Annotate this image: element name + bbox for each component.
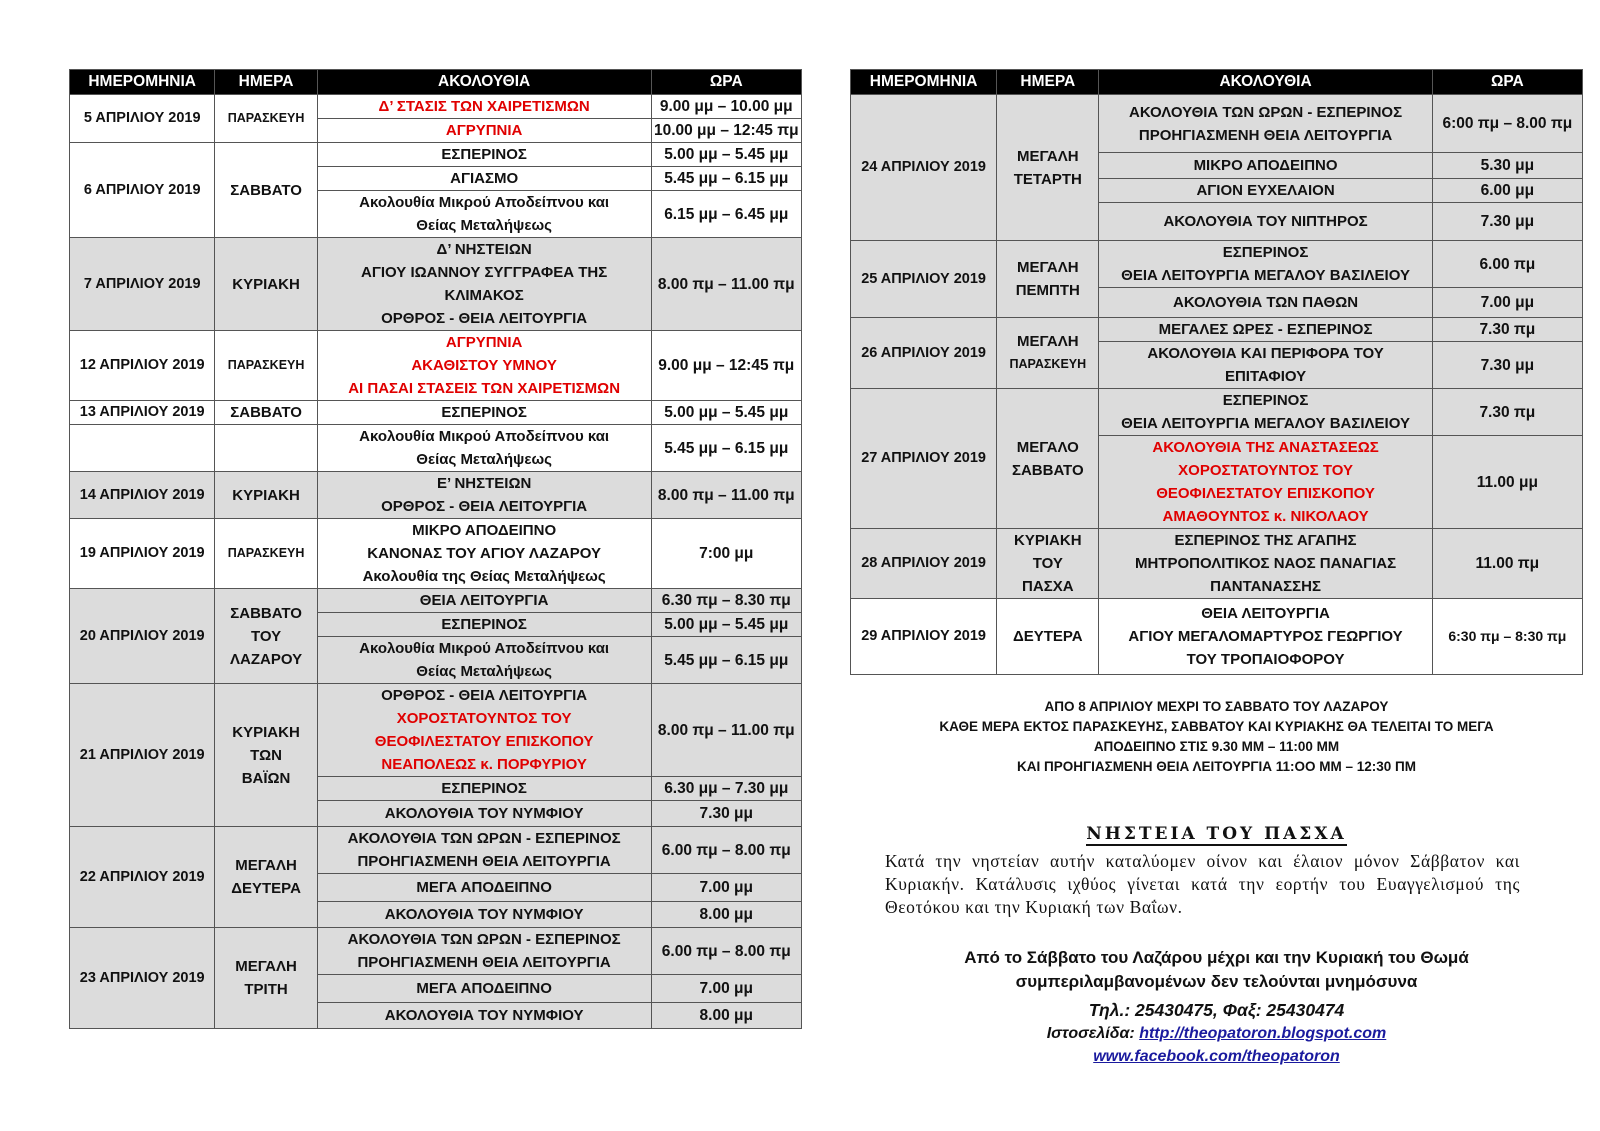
date-cell: 22 ΑΠΡΙΛΙΟΥ 2019	[70, 827, 215, 928]
day-cell	[997, 389, 1099, 529]
service-cell	[317, 1003, 651, 1029]
day-group	[70, 238, 802, 331]
day-line: ΠΑΡΑΣΚΕΥΗ	[1009, 357, 1087, 371]
day-line: ΤΟΥ	[1032, 555, 1063, 572]
service-cell	[1099, 288, 1432, 318]
service-cell	[317, 637, 651, 684]
date-cell: 13 ΑΠΡΙΛΙΟΥ 2019	[70, 401, 215, 425]
service-line: ΠΡΟΗΓΙΑΣΜΕΝΗ ΘΕΙΑ ΛΕΙΤΟΥΡΓΙΑ	[1138, 126, 1393, 144]
day-line: ΠΑΣΧΑ	[1022, 578, 1074, 595]
time-cell: 8.00 πμ – 11.00 πμ	[651, 238, 802, 331]
time-cell: 6.00 πμ – 8.00 πμ	[651, 827, 802, 874]
service-line: ΕΣΠΕΡΙΝΟΣ	[1222, 244, 1309, 261]
day-cell	[215, 238, 317, 331]
table-row	[70, 143, 802, 167]
service-line: ΠΡΟΗΓΙΑΣΜΕΝΗ ΘΕΙΑ ΛΕΙΤΟΥΡΓΙΑ	[357, 853, 611, 870]
service-line: ΑΓΡΥΠΝΙΑ	[445, 334, 523, 351]
table-row	[70, 238, 802, 331]
day-group	[851, 389, 1583, 529]
day-group	[70, 589, 802, 684]
service-line: Ε’ ΝΗΣΤΕΙΩΝ	[436, 475, 532, 492]
notice-line: ΑΠΟΔΕΙΠΝΟ ΣΤΙΣ 9.30 ΜΜ – 11:00 ΜΜ	[1093, 739, 1340, 754]
service-line: ΑΓΙΟΥ ΙΩΑΝΝΟΥ ΣΥΓΓΡΑΦΕΑ ΤΗΣ	[361, 264, 608, 281]
day-line: ΜΕΓΑΛΟ	[1016, 438, 1079, 456]
service-cell	[1099, 342, 1432, 389]
service-cell	[317, 191, 651, 238]
service-cell	[317, 238, 651, 331]
service-cell	[1099, 203, 1432, 241]
day-line: ΤΡΙΤΗ	[244, 981, 288, 998]
service-line: ΤΟΥ ΤΡΟΠΑΙΟΦΟΡΟΥ	[1186, 651, 1345, 668]
table-header-row	[851, 70, 1583, 95]
service-line: Θείας Μεταλήψεως	[416, 217, 552, 234]
header-date: ΗΜΕΡΟΜΗΝΙΑ	[70, 70, 215, 95]
service-line: Θείας Μεταλήψεως	[416, 663, 552, 680]
service-line: Δ’ ΣΤΑΣΙΣ ΤΩΝ ΧΑΙΡΕΤΙΣΜΩΝ	[378, 98, 590, 115]
service-line: Ακολουθία Μικρού Αποδείπνου και	[359, 194, 610, 211]
website-link[interactable]: http://theopatoron.blogspot.com	[1139, 1025, 1387, 1042]
notice-line: ΑΠΟ 8 ΑΠΡΙΛΙΟΥ ΜΕΧΡΙ ΤΟ ΣΑΒΒΑΤΟ ΤΟΥ ΛΑΖΑΡΟΥ	[1044, 699, 1389, 714]
service-cell	[317, 425, 651, 472]
header-service: ΑΚΟΛΟΥΘΙΑ	[1099, 70, 1432, 95]
table-row	[70, 95, 802, 119]
day-cell	[215, 425, 317, 472]
time-cell: 6.00 πμ	[1432, 241, 1582, 288]
service-line: ΟΡΘΡΟΣ - ΘΕΙΑ ΛΕΙΤΟΥΡΓΙΑ	[381, 310, 588, 327]
table-row	[851, 318, 1583, 342]
day-line: ΠΕΜΠΤΗ	[1015, 282, 1080, 299]
service-cell	[317, 119, 651, 143]
day-group	[851, 241, 1583, 318]
day-group	[70, 827, 802, 928]
day-group	[70, 928, 802, 1029]
time-cell: 6.30 πμ – 8.30 πμ	[651, 589, 802, 613]
table-row	[851, 241, 1583, 288]
time-cell: 8.00 πμ – 11.00 πμ	[651, 472, 802, 519]
date-cell: 28 ΑΠΡΙΛΙΟΥ 2019	[851, 529, 997, 599]
table-row	[851, 389, 1583, 436]
service-line: ΕΣΠΕΡΙΝΟΣ	[441, 146, 527, 163]
day-group	[70, 95, 802, 143]
date-cell: 12 ΑΠΡΙΛΙΟΥ 2019	[70, 331, 215, 401]
day-line: ΛΑΖΑΡΟΥ	[230, 650, 303, 668]
service-line: ΝΕΑΠΟΛΕΩΣ κ. ΠΟΡΦΥΡΙΟΥ	[381, 756, 587, 773]
service-line: ΘΕΙΑ ΛΕΙΤΟΥΡΓΙΑ	[1201, 605, 1330, 622]
schedule-table-right	[850, 69, 1583, 675]
table-row	[851, 599, 1583, 675]
day-cell	[997, 529, 1099, 599]
service-line: ΑΚΟΛΟΥΘΙΑ ΤΩΝ ΩΡΩΝ - ΕΣΠΕΡΙΝΟΣ	[347, 830, 621, 847]
website-label: Ιστοσελίδα:	[1046, 1025, 1140, 1042]
date-cell: 5 ΑΠΡΙΛΙΟΥ 2019	[70, 95, 215, 143]
time-cell: 9.00 μμ – 10.00 μμ	[651, 95, 802, 119]
service-cell	[317, 95, 651, 119]
service-line: ΑΚΟΛΟΥΘΙΑ ΤΩΝ ΩΡΩΝ - ΕΣΠΕΡΙΝΟΣ	[347, 931, 621, 948]
date-cell: 27 ΑΠΡΙΛΙΟΥ 2019	[851, 389, 997, 529]
service-line: ΜΗΤΡΟΠΟΛΙΤΙΚΟΣ ΝΑΟΣ ΠΑΝΑΓΙΑΣ	[1134, 555, 1397, 572]
time-cell: 7:00 μμ	[651, 519, 802, 589]
day-group	[70, 684, 802, 827]
date-cell: 7 ΑΠΡΙΛΙΟΥ 2019	[70, 238, 215, 331]
service-line: ΕΣΠΕΡΙΝΟΣ	[441, 404, 527, 421]
day-group	[70, 472, 802, 519]
service-line: ΑΚΟΛΟΥΘΙΑ ΤΩΝ ΠΑΘΩΝ	[1173, 294, 1359, 311]
service-line: ΑΚΟΛΟΥΘΙΑ ΤΗΣ ΑΝΑΣΤΑΣΕΩΣ	[1152, 439, 1379, 456]
service-line: ΘΕΟΦΙΛΕΣΤΑΤΟΥ ΕΠΙΣΚΟΠΟΥ	[374, 733, 594, 750]
day-cell	[215, 331, 317, 401]
table-row	[70, 401, 802, 425]
service-line: ΑΜΑΘΟΥΝΤΟΣ κ. ΝΙΚΟΛΑΟΥ	[1162, 508, 1369, 525]
day-line: ΣΑΒΒΑΤΟ	[230, 404, 302, 421]
service-line: ΕΣΠΕΡΙΝΟΣ	[441, 616, 527, 633]
service-line: ΑΚΟΛΟΥΘΙΑ ΤΩΝ ΩΡΩΝ - ΕΣΠΕΡΙΝΟΣ	[1129, 103, 1403, 121]
day-line: ΔΕΥΤΕΡΑ	[231, 880, 301, 897]
table-row	[70, 425, 802, 472]
time-cell: 10.00 μμ – 12:45 πμ	[651, 119, 802, 143]
time-cell: 6:30 πμ – 8:30 πμ	[1432, 599, 1582, 675]
time-cell: 7.30 μμ	[1432, 203, 1582, 241]
date-cell: 14 ΑΠΡΙΛΙΟΥ 2019	[70, 472, 215, 519]
service-line: ΑΓΙΟΥ ΜΕΓΑΛΟΜΑΡΤΥΡΟΣ ΓΕΩΡΓΙΟΥ	[1128, 628, 1403, 645]
time-cell: 6.30 μμ – 7.30 μμ	[651, 777, 802, 801]
date-cell: 24 ΑΠΡΙΛΙΟΥ 2019	[851, 95, 997, 241]
header-date: ΗΜΕΡΟΜΗΝΙΑ	[851, 70, 997, 95]
date-cell: 29 ΑΠΡΙΛΙΟΥ 2019	[851, 599, 997, 675]
service-line: ΟΡΘΡΟΣ - ΘΕΙΑ ΛΕΙΤΟΥΡΓΙΑ	[381, 498, 588, 515]
day-cell	[997, 318, 1099, 389]
time-cell: 7.00 μμ	[651, 874, 802, 902]
service-cell	[1099, 153, 1432, 179]
table-row	[70, 589, 802, 613]
service-line: Ακολουθία Μικρού Αποδείπνου και	[359, 428, 610, 445]
service-line: ΑΓΙΑΣΜΟ	[450, 170, 519, 187]
day-group	[70, 401, 802, 425]
day-cell	[215, 401, 317, 425]
table-row	[70, 684, 802, 777]
table-row	[70, 827, 802, 874]
header-time: ΩΡΑ	[651, 70, 802, 95]
fasting-text: Κατά την νηστείαν αυτήν καταλύομεν οίνον και έλαιον μόνον Σάββατον και Κυριακήν. Κατάλυσις ιχθύος γίνεται κατά την εορτήν του Ευαγγελισμού της Θεοτόκου και την Κυριακή των Βαΐων.	[885, 851, 1520, 917]
date-cell: 25 ΑΠΡΙΛΙΟΥ 2019	[851, 241, 997, 318]
date-cell: 23 ΑΠΡΙΛΙΟΥ 2019	[70, 928, 215, 1029]
day-line: ΤΩΝ	[250, 746, 282, 764]
time-cell: 7.30 πμ	[1432, 318, 1582, 342]
service-cell	[1099, 179, 1432, 203]
service-line: ΠΑΝΤΑΝΑΣΣΗΣ	[1210, 578, 1321, 595]
service-line: ΧΟΡΟΣΤΑΤΟΥΝΤΟΣ ΤΟΥ	[396, 710, 572, 727]
service-line: ΘΕΟΦΙΛΕΣΤΑΤΟΥ ΕΠΙΣΚΟΠΟΥ	[1156, 485, 1375, 502]
service-line: ΕΣΠΕΡΙΝΟΣ	[1222, 392, 1309, 409]
day-line: ΜΕΓΑΛΗ	[1017, 147, 1079, 165]
schedule-table-left	[69, 69, 802, 1029]
time-cell: 7.00 μμ	[1432, 288, 1582, 318]
time-cell: 11.00 πμ	[1432, 529, 1582, 599]
day-line: ΤΕΤΑΡΤΗ	[1013, 170, 1082, 188]
notice-line: ΚΑΘΕ ΜΕΡΑ ΕΚΤΟΣ ΠΑΡΑΣΚΕΥΗΣ, ΣΑΒΒΑΤΟΥ ΚΑΙ ΚΥΡΙΑΚΗΣ ΘΑ ΤΕΛΕΙΤΑΙ ΤΟ ΜΕΓΑ	[939, 719, 1494, 734]
service-cell	[317, 777, 651, 801]
time-cell: 5.00 μμ – 5.45 μμ	[651, 613, 802, 637]
time-cell: 11.00 μμ	[1432, 436, 1582, 529]
table-row	[70, 472, 802, 519]
time-cell: 6:00 πμ – 8.00 πμ	[1432, 95, 1582, 153]
day-line: ΒΑΪΩΝ	[241, 769, 291, 787]
service-cell	[317, 331, 651, 401]
service-line: ΑΓΡΥΠΝΙΑ	[445, 122, 523, 139]
time-cell: 5.00 μμ – 5.45 μμ	[651, 401, 802, 425]
website-line	[850, 1025, 1583, 1043]
day-line: ΚΥΡΙΑΚΗ	[232, 723, 300, 741]
service-line: ΑΚΟΛΟΥΘΙΑ ΤΟΥ ΝΥΜΦΙΟΥ	[384, 1007, 584, 1024]
day-group	[851, 318, 1583, 389]
day-cell	[997, 241, 1099, 318]
day-group	[70, 425, 802, 472]
day-cell	[215, 519, 317, 589]
date-cell: 6 ΑΠΡΙΛΙΟΥ 2019	[70, 143, 215, 238]
fasting-heading: ΝΗΣΤΕΙΑ ΤΟΥ ΠΑΣΧΑ	[1086, 824, 1347, 844]
phone-fax: Τηλ.: 25430475, Φαξ: 25430474	[1088, 1000, 1345, 1020]
service-line: ΑΚΟΛΟΥΘΙΑ ΚΑΙ ΠΕΡΙΦΟΡΑ ΤΟΥ	[1147, 345, 1384, 362]
service-line: ΜΙΚΡΟ ΑΠΟΔΕΙΠΝΟ	[412, 522, 557, 539]
date-cell: 21 ΑΠΡΙΛΙΟΥ 2019	[70, 684, 215, 827]
service-cell	[1099, 389, 1432, 436]
service-line: Δ’ ΝΗΣΤΕΙΩΝ	[436, 241, 532, 258]
service-line: ΧΟΡΟΣΤΑΤΟΥΝΤΟΣ ΤΟΥ	[1178, 462, 1353, 479]
time-cell: 7.30 μμ	[1432, 342, 1582, 389]
date-cell: 26 ΑΠΡΙΛΙΟΥ 2019	[851, 318, 997, 389]
service-line: ΑΚΑΘΙΣΤΟΥ ΥΜΝΟΥ	[411, 357, 557, 374]
day-cell	[997, 599, 1099, 675]
service-cell	[1099, 436, 1432, 529]
service-cell	[317, 928, 651, 975]
service-line: ΑΓΙΟΝ ΕΥΧΕΛΑΙΟΝ	[1196, 182, 1335, 199]
notice-line: ΚΑΙ ΠΡΟΗΓΙΑΣΜΕΝΗ ΘΕΙΑ ΛΕΙΤΟΥΡΓΙΑ 11:ΟΟ ΜΜ – 12:30 ΠΜ	[1016, 759, 1417, 774]
service-cell	[1099, 529, 1432, 599]
service-line: Ακολουθία της Θείας Μεταλήψεως	[362, 568, 606, 585]
table-row	[70, 519, 802, 589]
service-line: ΘΕΙΑ ΛΕΙΤΟΥΡΓΙΑ ΜΕΓΑΛΟΥ ΒΑΣΙΛΕΙΟΥ	[1121, 415, 1410, 432]
service-cell	[317, 519, 651, 589]
time-cell: 8.00 πμ – 11.00 πμ	[651, 684, 802, 777]
service-line: ΕΣΠΕΡΙΝΟΣ ΤΗΣ ΑΓΑΠΗΣ	[1174, 532, 1357, 549]
table-row	[851, 529, 1583, 599]
time-cell: 8.00 μμ	[651, 902, 802, 928]
time-cell: 9.00 μμ – 12:45 πμ	[651, 331, 802, 401]
day-cell	[215, 589, 317, 684]
time-cell: 6.00 πμ – 8.00 πμ	[651, 928, 802, 975]
service-cell	[317, 874, 651, 902]
day-cell	[215, 472, 317, 519]
day-line: ΚΥΡΙΑΚΗ	[232, 486, 300, 504]
table-row	[70, 331, 802, 401]
header-day: ΗΜΕΡΑ	[215, 70, 317, 95]
service-line: Θείας Μεταλήψεως	[416, 451, 552, 468]
service-cell	[317, 167, 651, 191]
service-line: Ακολουθία Μικρού Αποδείπνου και	[359, 640, 610, 657]
day-group	[70, 519, 802, 589]
day-line: ΜΕΓΑΛΗ	[1017, 259, 1079, 276]
service-cell	[317, 613, 651, 637]
service-line: ΚΑΝΟΝΑΣ ΤΟΥ ΑΓΙΟΥ ΛΑΖΑΡΟΥ	[367, 545, 601, 562]
facebook-link[interactable]: www.facebook.com/theopatoron	[1093, 1048, 1340, 1065]
service-line: ΚΛΙΜΑΚΟΣ	[444, 287, 524, 304]
service-line: ΜΕΓΑ ΑΠΟΔΕΙΠΝΟ	[416, 980, 552, 997]
service-cell	[317, 801, 651, 827]
day-group	[70, 331, 802, 401]
service-cell	[1099, 318, 1432, 342]
time-cell: 7.30 πμ	[1432, 389, 1582, 436]
service-cell	[317, 684, 651, 777]
day-group	[851, 529, 1583, 599]
date-cell: 20 ΑΠΡΙΛΙΟΥ 2019	[70, 589, 215, 684]
day-cell	[215, 143, 317, 238]
day-line: ΣΑΒΒΑΤΟ	[230, 181, 302, 199]
date-cell: 19 ΑΠΡΙΛΙΟΥ 2019	[70, 519, 215, 589]
header-time: ΩΡΑ	[1432, 70, 1582, 95]
day-line: ΚΥΡΙΑΚΗ	[1014, 532, 1082, 549]
service-line: ΑΙ ΠΑΣΑΙ ΣΤΑΣΕΙΣ ΤΩΝ ΧΑΙΡΕΤΙΣΜΩΝ	[348, 380, 621, 397]
service-cell	[317, 975, 651, 1003]
service-line: ΘΕΙΑ ΛΕΙΤΟΥΡΓΙΑ ΜΕΓΑΛΟΥ ΒΑΣΙΛΕΙΟΥ	[1121, 267, 1410, 284]
service-cell	[1099, 95, 1432, 153]
table-header-row	[70, 70, 802, 95]
day-cell	[215, 95, 317, 143]
time-cell: 6.00 μμ	[1432, 179, 1582, 203]
day-cell	[215, 827, 317, 928]
day-line: ΤΟΥ	[250, 627, 282, 645]
time-cell: 5.45 μμ – 6.15 μμ	[651, 425, 802, 472]
service-line: ΜΕΓΑ ΑΠΟΔΕΙΠΝΟ	[416, 879, 552, 896]
day-line: ΔΕΥΤΕΡΑ	[1012, 628, 1083, 645]
weekday-notice	[850, 697, 1583, 777]
service-line: ΑΚΟΛΟΥΘΙΑ ΤΟΥ ΝΙΠΤΗΡΟΣ	[1163, 213, 1368, 230]
header-day: ΗΜΕΡΑ	[997, 70, 1099, 95]
header-service: ΑΚΟΛΟΥΘΙΑ	[317, 70, 651, 95]
day-line: ΜΕΓΑΛΗ	[235, 958, 297, 975]
table-row	[851, 95, 1583, 153]
service-line: ΟΡΘΡΟΣ - ΘΕΙΑ ΛΕΙΤΟΥΡΓΙΑ	[381, 687, 588, 704]
day-line: ΠΑΡΑΣΚΕΥΗ	[227, 358, 305, 372]
service-line: ΑΚΟΛΟΥΘΙΑ ΤΟΥ ΝΥΜΦΙΟΥ	[384, 906, 584, 923]
day-line: ΠΑΡΑΣΚΕΥΗ	[227, 546, 305, 560]
time-cell: 7.00 μμ	[651, 975, 802, 1003]
service-cell	[317, 143, 651, 167]
day-cell	[215, 928, 317, 1029]
time-cell: 5.30 μμ	[1432, 153, 1582, 179]
service-cell	[1099, 599, 1432, 675]
day-line: ΚΥΡΙΑΚΗ	[232, 275, 300, 293]
service-line: ΑΚΟΛΟΥΘΙΑ ΤΟΥ ΝΥΜΦΙΟΥ	[384, 805, 584, 822]
time-cell: 5.45 μμ – 6.15 μμ	[651, 637, 802, 684]
service-line: ΜΙΚΡΟ ΑΠΟΔΕΙΠΝΟ	[1193, 157, 1338, 174]
service-cell	[1099, 241, 1432, 288]
day-line: ΠΑΡΑΣΚΕΥΗ	[227, 111, 305, 125]
service-cell	[317, 902, 651, 928]
service-cell	[317, 401, 651, 425]
time-cell: 5.45 μμ – 6.15 μμ	[651, 167, 802, 191]
time-cell: 5.00 μμ – 5.45 μμ	[651, 143, 802, 167]
service-line: ΕΣΠΕΡΙΝΟΣ	[441, 780, 527, 797]
day-group	[851, 599, 1583, 675]
day-line: ΜΕΓΑΛΗ	[1017, 333, 1079, 350]
day-cell	[997, 95, 1099, 241]
service-line: ΘΕΙΑ ΛΕΙΤΟΥΡΓΙΑ	[419, 592, 549, 609]
service-line: ΜΕΓΑΛΕΣ ΩΡΕΣ - ΕΣΠΕΡΙΝΟΣ	[1158, 321, 1373, 338]
time-cell: 6.15 μμ – 6.45 μμ	[651, 191, 802, 238]
day-line: ΣΑΒΒΑΤΟ	[1011, 461, 1084, 479]
memorial-note: Από το Σάββατο του Λαζάρου μέχρι και την Κυριακή του Θωμά συμπεριλαμβανομένων δεν τελούνται μνημόσυνα	[964, 948, 1469, 991]
time-cell: 8.00 μμ	[651, 1003, 802, 1029]
service-cell	[317, 827, 651, 874]
service-line: ΕΠΙΤΑΦΙΟΥ	[1224, 368, 1307, 385]
service-line: ΠΡΟΗΓΙΑΣΜΕΝΗ ΘΕΙΑ ΛΕΙΤΟΥΡΓΙΑ	[357, 954, 611, 971]
day-group	[851, 95, 1583, 241]
day-group	[70, 143, 802, 238]
date-cell	[70, 425, 215, 472]
facebook-line	[850, 1048, 1583, 1066]
table-row	[70, 928, 802, 975]
day-cell	[215, 684, 317, 827]
service-cell	[317, 472, 651, 519]
day-line: ΣΑΒΒΑΤΟ	[230, 604, 302, 622]
service-cell	[317, 589, 651, 613]
time-cell: 7.30 μμ	[651, 801, 802, 827]
day-line: ΜΕΓΑΛΗ	[235, 857, 297, 874]
